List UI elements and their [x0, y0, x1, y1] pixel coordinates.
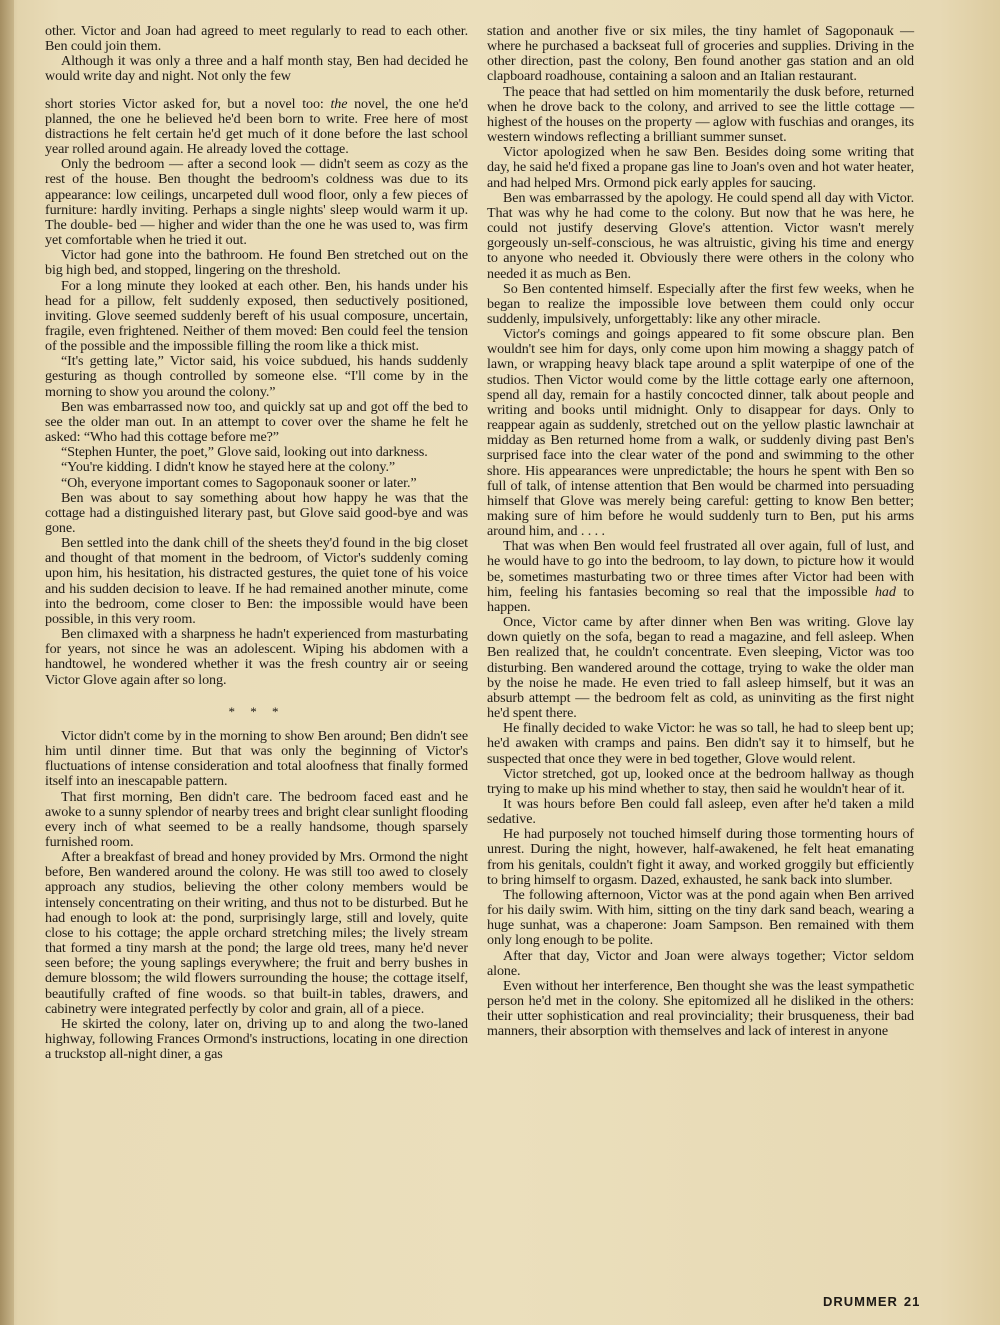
paragraph: After a breakfast of bread and honey provided by Mrs. Ormond the night before, Ben wandered around the colony. He was still too awed to closely approach any studios, believing the other colony members would be intensely concentrating on their writing, and thus not to be disturbed. But he had enough to look at: the pond, surprisingly large, still and lovely, quite close to his cottage; the apple orchard stretching miles; the lively stream that formed a tiny marsh at the pond; the large old trees, many he'd never seen before; the young saplings everywhere; the fruit and berry bushes in demure blossom; the wild flowers surrounding the house; the cottage itself, beautifully crafted of fine woods. so that built-in tables, drawers, and cabinetry were integrated perfectly by color and grain, all of a piece. — [45, 849, 468, 1017]
paragraph — [487, 539, 914, 615]
magazine-name: DRUMMER — [823, 1294, 898, 1309]
text-span: short stories Victor asked for, but a novel too: — [45, 95, 331, 112]
paragraph: Ben was about to say something about how happy he was that the cottage had a distinguished literary past, but Glove said good-bye and was gone. — [45, 489, 468, 536]
paragraph: That first morning, Ben didn't care. The bedroom faced east and he awoke to a sunny splendor of nearby trees and bright clear sunlight flooding every inch of what seemed to be a really handsome, though sparsely furnished room. — [45, 788, 468, 850]
paragraph: other. Victor and Joan had agreed to meet regularly to read to each other. Ben could join them. — [45, 23, 468, 55]
paragraph: Ben settled into the dank chill of the sheets they'd found in the big closet and thought of that moment in the bedroom, of Victor's suddenly coming upon him, his hesitation, his distracted gestures, the quiet tone of his voice and his sudden decision to leave. If he had remained another minute, come into the bedroom, come closer to Ben: the impossible would have been possible, in this very room. — [45, 535, 468, 627]
paragraph: Although it was only a three and a half month stay, Ben had decided he would write day and night. Not only the few — [45, 53, 468, 85]
emphasis: had — [874, 583, 896, 600]
paragraph: Ben was embarrassed by the apology. He could spend all day with Victor. That was why he had come to the colony. But now that he was here, he could not justify deserving Glove's attention. Victor wasn't merely gorgeously un-self-conscious, he was altruistic, giving his time and energy to anyone who needed it. Obviously there were others in the colony who needed it as much as Ben. — [487, 189, 914, 282]
paragraph: It was hours before Ben could fall asleep, even after he'd taken a mild sedative. — [487, 795, 914, 828]
paragraph: “Oh, everyone important comes to Sagoponauk sooner or later.” — [61, 474, 417, 491]
paragraph: Victor's comings and goings appeared to fit some obscure plan. Ben wouldn't see him for days, only come upon him mowing a shaggy patch of lawn, or wrapping heavy black tape around a split waterpipe of one of the studios. Then Victor would come by the little cottage early one afternoon, spend all day, remain for a hastily concocted dinner, talk about people and writing and books until midnight. Only to disappear for days. Only to reappear again as suddenly, stretched out on the yellow plastic lawnchair at midday as Ben returned home from a walk, or suddenly diving past Ben's surprised face into the clear water of the pond and swimming to the other shore. His appearances were unpredictable; the hours he spent with Ben so full of talk, of intense attention that Ben would be charmed into persuading himself that Glove was merely being careful: getting to know Ben better; making sure of him before he would suddenly turn to Ben, put his arms around him, and . . . . — [487, 326, 914, 540]
paragraph: Only the bedroom — after a second look — didn't seem as cozy as the rest of the house. Ben thought the bedroom's coldness was due to its appearance: low ceilings, uncarpeted dull wood floor, only a few pieces of furniture: hardly inviting. Perhaps a single nights' sleep would warm it up. The double- bed — higher and wider than the one he was used to, was firm yet comfortable when he tried it out. — [45, 156, 468, 249]
emphasis: the — [330, 95, 348, 112]
paragraph: He finally decided to wake Victor: he was so tall, he had to sleep bent up; he'd awaken with cramps and pains. Ben didn't say it to himself, but he suspected that once they were in bed together, Glove would relent. — [487, 720, 914, 767]
paragraph: “It's getting late,” Victor said, his voice subdued, his hands suddenly gesturing as though controlled by someone else. “I'll come by in the morning to show you around the colony.” — [45, 353, 468, 400]
text-span: novel, the one he'd planned, the one he believed he'd been born to write. Free here of most distractions he felt certain he'd get much of it done before the last school year rolled around again. He already loved the cottage. — [45, 95, 468, 158]
paragraph: station and another five or six miles, the tiny hamlet of Sagoponauk — where he purchased a backseat full of groceries and supplies. Driving in the other direction, past the colony, Ben found another gas station and an old clapboard roadhouse, containing a saloon and an Italian restaurant. — [487, 23, 914, 85]
paragraph: Victor had gone into the bathroom. He found Ben stretched out on the big high bed, and stopped, lingering on the threshold. — [45, 247, 468, 279]
paragraph: Ben was embarrassed now too, and quickly sat up and got off the bed to see the older man out. In an attempt to cover over the shame he felt he asked: “Who had this cottage before me?” — [45, 398, 468, 446]
paragraph: “Stephen Hunter, the poet,” Glove said, looking out into darkness. — [61, 444, 428, 461]
page-footer — [817, 1294, 920, 1309]
paragraph: The peace that had settled on him momentarily the dusk before, returned when he drove back to the colony, and arrived to see the little cottage — highest of the houses on the property — aglow with fuschias and oranges, its western windows reflecting a brilliant summer sunset. — [487, 83, 914, 146]
paragraph: He skirted the colony, later on, driving up to and along the two-laned highway, following Frances Ormond's instructions, locating in one direction a truckstop all-night diner, a gas — [45, 1015, 468, 1063]
paragraph: Once, Victor came by after dinner when Ben was writing. Glove lay down quietly on the sofa, began to read a magazine, and fell asleep. When Ben realized that, he couldn't concentrate. Even sleeping, Victor was too disturbing. Ben wandered around the cottage, trying to wake the older man by the noise he made. He even tried to fall asleep himself, but it was an absurb attempt — the bedroom felt as cold, as uninviting as the first night he'd spent there. — [487, 614, 914, 722]
paragraph: He had purposely not touched himself during those tormenting hours of unrest. During the night, however, half-awakened, he felt heat emanating from his genitals, couldn't fight it away, and worked groggily but efficiently to bring himself to orgasm. Dazed, exhausted, he sank back into slumber. — [487, 826, 914, 888]
left-column — [45, 24, 468, 1062]
paragraph: The following afternoon, Victor was at the pond again when Ben arrived for his daily swim. With him, sitting on the tiny dark sand beach, wearing a huge sunhat, was a chaperone: Joam Sampson. Ben remained with them only long enough to be polite. — [487, 886, 914, 949]
section-separator: * * * — [228, 703, 285, 719]
paragraph: Victor stretched, got up, looked once at the bedroom hallway as though trying to make up his mind whether to stay, then said he wouldn't hear of it. — [487, 765, 914, 797]
paragraph: Even without her interference, Ben thought she was the least sympathetic person he'd met in the colony. She epitomized all he disliked in the others: their utter sophistication and real provinciality; their brusqueness, their bad manners, their absorption with themselves and lack of interest in anyone — [487, 977, 914, 1040]
paragraph: Victor apologized when he saw Ben. Besides doing some writing that day, he said he'd fixed a propane gas line to Joan's oven and hot water heater, and had helped Mrs. Ormond pick early apples for saucing. — [487, 144, 914, 191]
binding-gutter — [0, 0, 14, 1325]
text-span: That was when Ben would feel frustrated all over again, full of lust, and he would have to go into the bedroom, to lay down, to picture how it would be, sometimes masturbating two or three times after Victor had been with him, feeling his fantasies becoming so real that the impossible — [487, 538, 914, 600]
paragraph — [45, 97, 468, 158]
text-span: to happen. — [487, 583, 914, 615]
paragraph: For a long minute they looked at each other. Ben, his hands under his head for a pillow, felt suddenly exposed, then seductively positioned, inviting. Glove seemed suddenly bereft of his usual composure, uncertain, fragile, even frightened. Neither of them moved: Ben could feel the tension of the possible and the impossible filling the room like a thick mist. — [45, 277, 468, 355]
paragraph: Ben climaxed with a sharpness he hadn't experienced from masturbating for years, not since he was an adolescent. Wiping his abdomen with a handtowel, he wondered whether it was the fresh country air or seeing Victor Glove again after so long. — [45, 626, 468, 688]
paragraph: “You're kidding. I didn't know he stayed here at the colony.” — [61, 459, 396, 476]
paragraph: After that day, Victor and Joan were always together; Victor seldom alone. — [487, 947, 914, 979]
right-column — [487, 24, 914, 1039]
paragraph: Victor didn't come by in the morning to show Ben around; Ben didn't see him until dinner time. But that was only the beginning of Victor's fluctuations of intense consideration and total aloofness that finally formed itself into an inescapable pattern. — [45, 727, 468, 790]
paragraph: So Ben contented himself. Especially after the first few weeks, when he began to realize the impossible love between them could only occur suddenly, impulsively, unforgettably: like any other miracle. — [487, 280, 914, 327]
page-number: 21 — [903, 1294, 921, 1309]
